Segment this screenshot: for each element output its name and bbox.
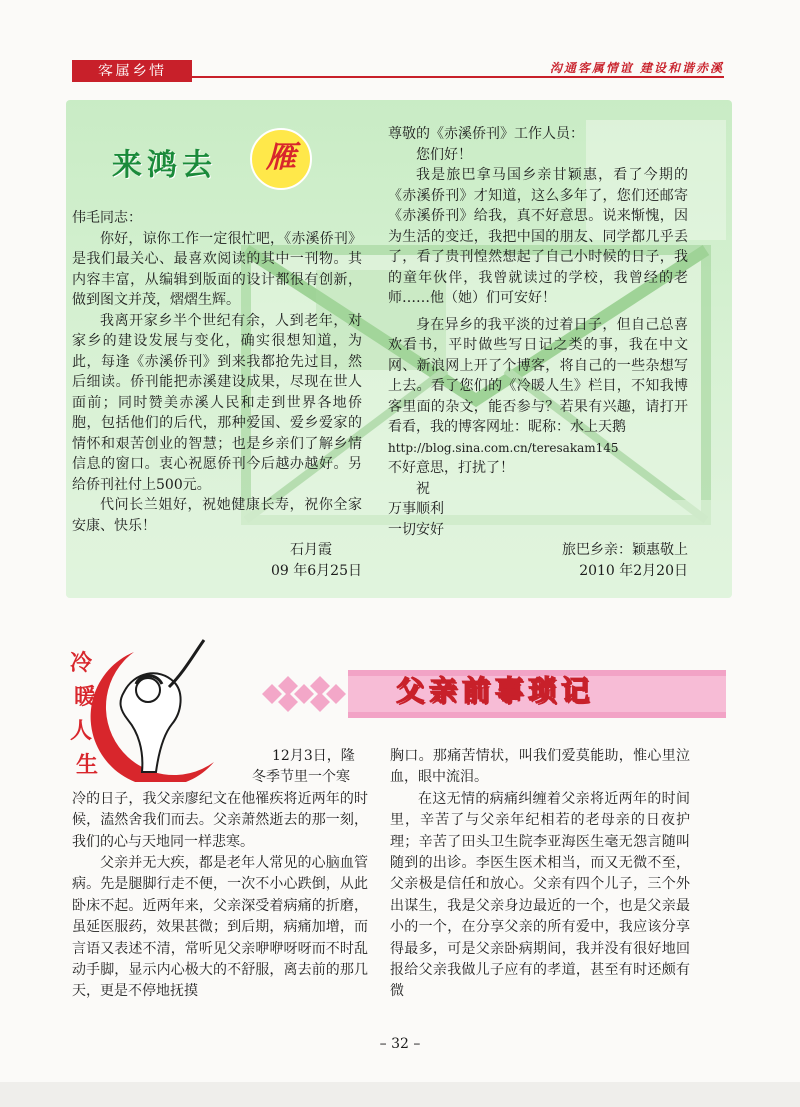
letter2-wish: 万事顺利	[388, 501, 444, 517]
letter2-wish: 祝	[416, 480, 430, 497]
letters-column-title	[112, 128, 312, 188]
article-title: 父亲前事琐记	[395, 674, 594, 707]
letter2-closing: 不好意思，打扰了！	[388, 460, 514, 476]
letter2-signature: 旅巴乡亲：颖惠敬上	[562, 542, 688, 558]
column-name-char: 暖	[74, 685, 97, 710]
letter2-blog-url: http://blog.sina.com.cn/teresakam145	[388, 440, 619, 455]
scan-bottom-strip	[0, 1082, 800, 1107]
letter2-wish: 一切安好	[388, 521, 444, 538]
letter1-paragraph: 代问长兰姐好，祝她健康长寿，祝你全家安康、快乐！	[72, 497, 362, 534]
page-number: – 32 –	[379, 1036, 421, 1052]
letter1-signature: 石月霞	[290, 542, 332, 558]
article-paragraph: 冷的日子，我父亲廖纪文在他罹疾将近两年的时候，溘然舍我们而去。父亲萧然逝去的那一刻，我们的心与天地同一样悲寒。	[72, 790, 368, 850]
column-name-char: 生	[76, 753, 99, 778]
letter1-paragraph: 你好，谅你工作一定很忙吧，《赤溪侨刊》是我们最关心、最喜欢阅读的其中一刊物。其内容丰富，从编辑到版面的设计都很有创新，做到图文并茂，熠熠生辉。	[72, 230, 362, 308]
article-paragraph: 在这无情的病痛纠缠着父亲将近两年的时间里，辛苦了与父亲年纪相若的老母亲的日夜护理；辛苦了田头卫生院李亚海医生毫无怨言随叫随到的出诊。李医生医术相当，而又无微不至，父亲极是信任和放心。父亲有四个儿子，三个外出谋生，我是父亲身边最近的一个，也是父亲最小的一个，在分享父亲的所有爱中，我应该分享得最多，可是父亲卧病期间，我并没有很好地回报给父亲我做儿子应有的孝道，甚至有时还颇有微	[390, 790, 690, 1000]
column-name-char: 冷	[70, 651, 93, 676]
header-rule	[72, 76, 724, 78]
article-column-right	[390, 746, 690, 1003]
letter-one	[72, 208, 362, 581]
letter2-salutation: 尊敬的《赤溪侨刊》工作人员：	[388, 126, 584, 142]
column-title-text: 来鸿去	[112, 148, 217, 183]
article-paragraph: 胸口。那痛苦情状，叫我们爱莫能助，惟心里泣血，眼中流泪。	[390, 748, 690, 786]
letter2-greeting: 您们好！	[416, 146, 472, 163]
letter1-date: 09 年6月25日	[271, 562, 362, 579]
article-paragraph: 父亲并无大疾，都是老年人常见的心脑血管病。先是腿脚行走不便，一次不小心跌倒，从此卧床不起。近两年来，父亲深受着病痛的折磨，虽延医服药，效果甚微；到后期，病痛加增，而言语又表述不清，常听见父亲咿咿呀呀而不时乱动手脚，显示内心极大的不舒服，离去前的那几天，更是不停地抚摸	[72, 855, 368, 1000]
article-column-left	[72, 746, 368, 1003]
article-first-line: 12月3日，隆	[272, 748, 355, 764]
letter-two	[388, 124, 688, 581]
letter2-paragraph: 我是旅巴拿马国乡亲甘颖惠，看了今期的《赤溪侨刊》才知道，这么多年了，您们还邮寄《赤溪侨刊》给我，真不好意思。说来惭愧，因为生活的变迁，我把中国的朋友、同学都几乎丢了，看了贵刊惶然想起了自己小时候的日子，我的童年伙伴，我曾就读过的学校，我曾经的老师……他（她）们可安好！	[388, 167, 688, 306]
header-slogan: 沟通客属情谊 建设和谐赤溪	[549, 61, 724, 75]
section-tag: 客属乡情	[72, 60, 192, 82]
article-second-line: 冬季节里一个寒	[252, 769, 350, 786]
letter2-date: 2010 年2月20日	[579, 562, 688, 579]
letter1-salutation: 伟毛同志：	[72, 210, 142, 226]
column-name-char: 人	[70, 719, 93, 744]
column-title-circle: 雁	[250, 128, 312, 190]
letter1-paragraph: 我离开家乡半个世纪有余，人到老年，对家乡的建设发展与变化，确实很想知道，为此，每逢《赤溪侨刊》到来我都抢先过目，然后细读。侨刊能把赤溪建设成果，尽现在世人面前；同时赞美赤溪人民和走到世界各地侨胞，包括他们的后代，那种爱国、爱乡爱家的情怀和艰苦创业的智慧；也是乡亲们了解乡情信息的窗口。衷心祝愿侨刊今后越办越好。另给侨刊社付上500元。	[72, 312, 362, 493]
letter2-paragraph: 身在异乡的我平淡的过着日子，但自己总喜欢看书，平时做些写日记之类的事，我在中文网、新浪网上开了个博客，将自己的一些杂想写上去。看了您们的《冷暖人生》栏目，不知我博客里面的杂文，能否参与？若果有兴趣，请打开看看，我的博客网址：昵称：水上天鹅	[388, 316, 688, 435]
